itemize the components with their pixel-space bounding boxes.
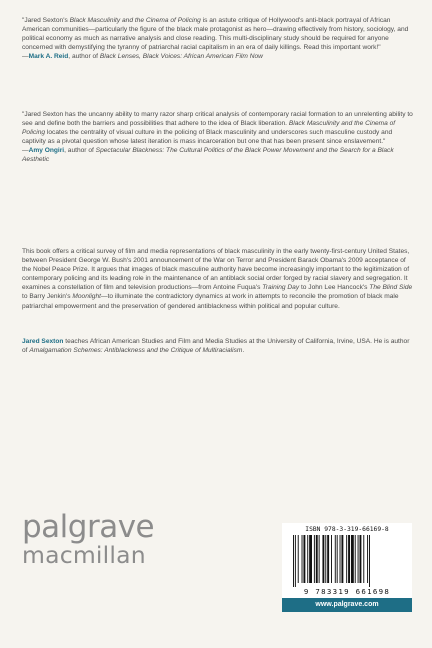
- film-title: Training Day: [262, 284, 300, 292]
- quote-text: "Jared Sexton's Black Masculinity and the Cinema of Policing is an astute critique of Hollywood's anti-black portrayal of African American communities—particularly the figure of the black male protagonist as hero—drawing effectively from history, sociology, and political economy as much as narrative analysis and close reading. This multi-disciplinary study should be required for anyone concerned with demystifying the tyranny of patriarchal racial capitalism in an era of daily killings. Read this important work!": [22, 17, 409, 52]
- author-book-title: Amalgamation Schemes: Antiblackness and the Critique of Multiracialism: [29, 347, 243, 355]
- book-title: Black Masculinity and the Cinema of Policing: [69, 17, 201, 24]
- barcode: [282, 523, 412, 598]
- publisher-logo: [22, 509, 155, 569]
- publisher-logo-line2: macmillan: [22, 541, 146, 569]
- author-name: Jared Sexton: [22, 338, 64, 345]
- isbn-label: ISBN 978-3-319-66169-8: [305, 526, 389, 533]
- publisher-website: www.palgrave.com: [282, 598, 412, 612]
- publisher-logo-line1: palgrave: [22, 509, 155, 545]
- endorsement-quote-ongiri: [22, 110, 414, 165]
- quote-author-name: Amy Ongiri: [28, 147, 65, 155]
- author-bio: [22, 337, 414, 355]
- book-title: Black Masculinity and the Cinema of Policing: [22, 120, 396, 137]
- book-description: [22, 247, 414, 311]
- description-text: This book offers a critical survey of film and media representations of black masculinity in the early twenty-first-century United States, between President George W. Bush's 2001 announcement of the War on Terror and President Barack Obama's 2009 acceptance of the Nobel Peace Prize. It argues that images of black masculine authority have become increasingly important to the legitimization of contemporary policing and its leading role in the maintenance of an antiblack social order forged by racial slavery and segregation. It examines a constellation of film and television productions—from Antoine Fuqua's Training Day to John Lee Hancock's The Blind Side to Barry Jenkin's Moonlight—to illuminate the contradictory dynamics at work in attempts to reconcile the promotion of black male patriarchal empowerment and the preservation of gendered antiblackness within political and popular culture.: [22, 248, 413, 310]
- endorsement-quote-reid: [22, 16, 414, 61]
- barcode-bars: [293, 535, 401, 587]
- author-works: Spectacular Blackness: The Cultural Politics of the Black Power Movement and the Search for a Black Aesthetic: [22, 147, 394, 164]
- quote-attribution: —Amy Ongiri, author of Spectacular Blackness: The Cultural Politics of the Black Power Movement and the Search for a Black Aesthetic: [22, 147, 394, 164]
- quote-text: "Jared Sexton has the uncanny ability to marry razor sharp critical analysis of contemporary racial formation to an unrelenting ability to see and define both the barriers and possibilities that adhere to the idea of Black liberation. Black Masculinity and the Cinema of Policing locates the centrality of visual culture in the policing of Black masculinity and underscores such masculine custody and captivity as a pivotal question whose latest iteration is mass incarceration but one that has been present since enslavement.": [22, 111, 413, 146]
- quote-author-name: Mark A. Reid: [28, 53, 69, 61]
- author-works: Black Lenses, Black Voices: African American Film Now: [99, 53, 263, 61]
- bio-text: Jared Sexton teaches African American Studies and Film and Media Studies at the University of California, Irvine, USA. He is author of Amalgamation Schemes: Antiblackness and the Critique of Multiracialism.: [22, 338, 410, 355]
- film-title: The Blind Side: [369, 284, 413, 292]
- film-title: Moonlight: [72, 293, 101, 301]
- quote-attribution: —Mark A. Reid, author of Black Lenses, Black Voices: African American Film Now: [22, 53, 263, 61]
- barcode-number: 9 783319 661698: [303, 587, 391, 596]
